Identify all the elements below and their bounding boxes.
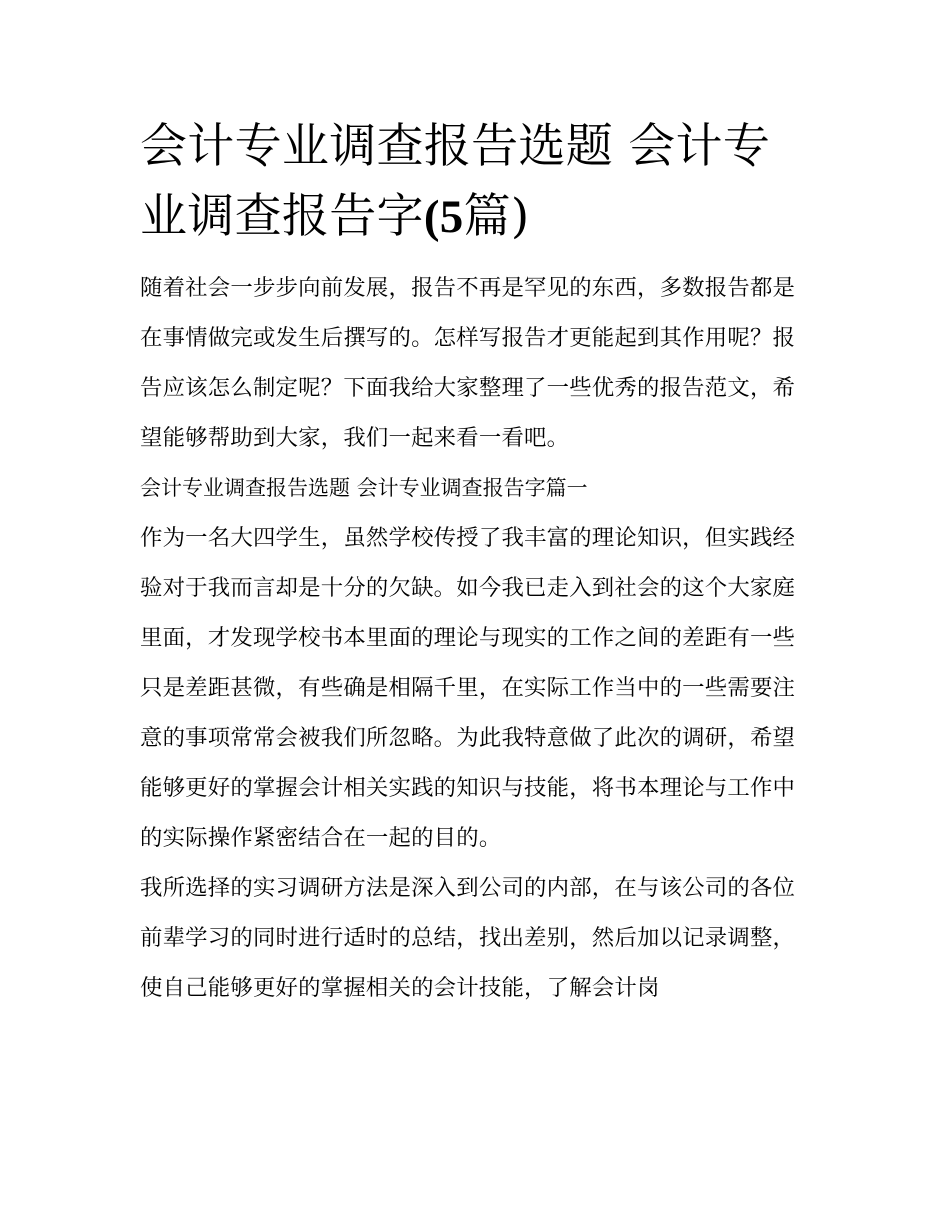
document-title — [140, 112, 812, 252]
body-paragraph: 作为一名大四学生，虽然学校传授了我丰富的理论知识，但实践经验对于我而言却是十分的欠缺。如今我已走入到社会的这个大家庭里面，才发现学校书本里面的理论与现实的工作之间的差距有一些只是差距甚微，有些确是相隔千里，在实际工作当中的一些需要注意的事项常常会被我们所忽略。为此我特意做了此次的调研，希望能够更好的掌握会计相关实践的知识与技能，将书本理论与工作中的实际操作紧密结合在一起的目的。 — [140, 525, 796, 851]
document-body — [140, 112, 812, 1013]
title-main-text: 会计专业调查报告选题 会计专业调查报告字 — [140, 119, 771, 244]
title-tail-text: 篇) — [463, 189, 530, 244]
section-heading: 会计专业调查报告选题 会计专业调查报告字篇一 — [140, 476, 588, 500]
body-paragraph: 我所选择的实习调研方法是深入到公司的内部，在与该公司的各位前辈学习的同时进行适时的总结，找出差别，然后加以记录调整，使自己能够更好的掌握相关的会计技能，了解会计岗 — [140, 875, 796, 1001]
title-count-text: (5 — [423, 191, 464, 243]
intro-paragraph: 随着社会一步步向前发展，报告不再是罕见的东西，多数报告都是在事情做完或发生后撰写的。怎样写报告才更能起到其作用呢？报告应该怎么制定呢？下面我给大家整理了一些优秀的报告范文，希望能够帮助到大家，我们一起来看一看吧。 — [140, 275, 796, 451]
